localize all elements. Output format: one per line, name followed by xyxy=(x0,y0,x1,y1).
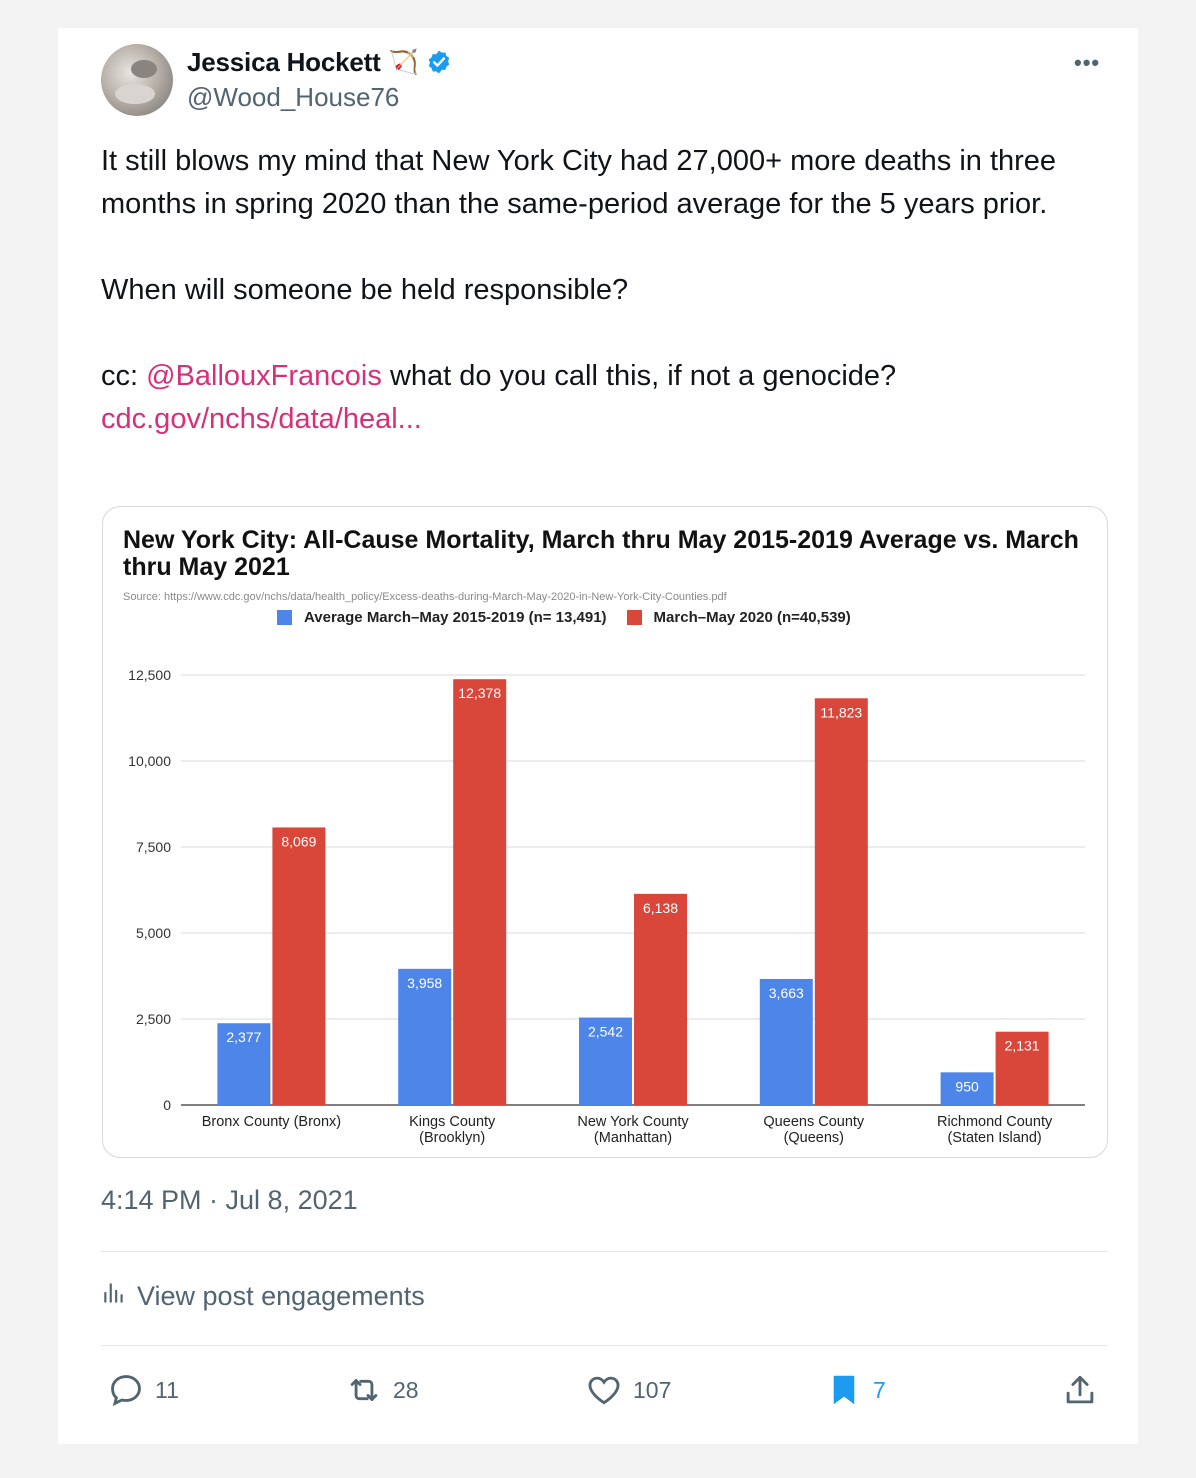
y-tick-label: 2,500 xyxy=(135,1011,171,1027)
bar xyxy=(815,698,868,1105)
share-button[interactable] xyxy=(1061,1368,1099,1412)
chart-image[interactable] xyxy=(102,506,1108,1158)
tweet-paragraph-2: When will someone be held responsible? xyxy=(101,274,629,306)
y-tick-label: 5,000 xyxy=(135,925,171,941)
bar-value-label: 6,138 xyxy=(642,899,679,916)
bar-value-label: 3,663 xyxy=(768,984,804,1001)
x-tick-label: Queens County xyxy=(763,1114,865,1130)
y-tick-label: 0 xyxy=(163,1097,171,1113)
cdc-link[interactable]: cdc.gov/nchs/data/heal... xyxy=(101,403,422,435)
x-tick-label: New York County xyxy=(577,1114,689,1130)
like-count: 107 xyxy=(633,1376,672,1403)
repost-button[interactable] xyxy=(345,1368,419,1412)
timestamp[interactable]: 4:14 PM · Jul 8, 2021 xyxy=(101,1185,358,1215)
x-tick-label: (Brooklyn) xyxy=(419,1130,486,1146)
x-tick-label: Kings County xyxy=(409,1114,496,1130)
bow-and-arrow-emoji: 🏹 xyxy=(388,48,419,76)
x-tick-label: (Manhattan) xyxy=(593,1130,673,1146)
bar-value-label: 2,377 xyxy=(226,1029,262,1046)
divider xyxy=(101,1251,1108,1252)
chart-source: Source: https://www.cdc.gov/nchs/data/health_policy/Excess-deaths-during-March-May-2020-in-New-York-City-Counties.pdf xyxy=(123,591,727,603)
more-options-icon[interactable]: ••• xyxy=(1074,50,1101,75)
bookmark-count: 7 xyxy=(873,1376,886,1403)
bar-value-label: 12,378 xyxy=(458,685,502,702)
bar-value-label: 8,069 xyxy=(281,833,317,850)
mention-link[interactable]: @BallouxFrancois xyxy=(146,360,382,392)
legend-label-2020: March–May 2020 (n=40,539) xyxy=(653,609,851,626)
tweet-paragraph-3 xyxy=(101,355,1091,398)
y-tick-label: 7,500 xyxy=(135,839,171,855)
verified-badge-icon xyxy=(426,49,452,75)
cc-prefix: cc: xyxy=(101,360,147,392)
bookmark-button[interactable] xyxy=(825,1368,886,1412)
action-bar xyxy=(101,1368,1111,1412)
like-button[interactable] xyxy=(585,1368,671,1412)
x-tick-label: (Queens) xyxy=(783,1130,845,1146)
reply-button[interactable] xyxy=(107,1368,179,1412)
analytics-icon xyxy=(101,1280,127,1313)
x-tick-label: (Staten Island) xyxy=(947,1130,1042,1146)
tweet-text xyxy=(101,140,1091,441)
bar-value-label: 2,542 xyxy=(587,1023,624,1040)
bar-value-label: 3,958 xyxy=(407,974,443,991)
reply-icon xyxy=(107,1371,145,1409)
x-tick-label: Bronx County (Bronx) xyxy=(201,1114,342,1130)
bookmark-icon xyxy=(825,1371,863,1409)
legend-label-average: Average March–May 2015-2019 (n= 13,491) xyxy=(304,609,607,626)
tweet-paragraph-1: It still blows my mind that New York City had 27,000+ more deaths in three months in spring 2020 than the same-period average for the 5 years prior. xyxy=(101,145,1057,220)
bar xyxy=(453,679,506,1105)
bar-chart xyxy=(103,507,1107,1157)
author-name[interactable]: Jessica Hockett xyxy=(187,46,381,77)
repost-count: 28 xyxy=(393,1376,419,1403)
author-name-row xyxy=(187,44,452,80)
bar-value-label: 2,131 xyxy=(1004,1037,1040,1054)
cc-suffix: what do you call this, if not a genocide? xyxy=(381,360,897,392)
bar-value-label: 950 xyxy=(955,1078,979,1095)
author-handle[interactable]: @Wood_House76 xyxy=(187,82,400,112)
view-engagements-button[interactable] xyxy=(101,1280,425,1313)
y-tick-label: 12,500 xyxy=(128,667,171,683)
reply-count: 11 xyxy=(155,1376,179,1403)
avatar[interactable] xyxy=(101,44,173,116)
repost-icon xyxy=(345,1371,383,1409)
heart-icon xyxy=(585,1371,623,1409)
bar xyxy=(272,827,325,1105)
bar-value-label: 11,823 xyxy=(820,704,863,721)
divider xyxy=(101,1345,1108,1346)
chart-title: New York City: All-Cause Mortality, March thru May 2015-2019 Average vs. March thru May 2021 xyxy=(123,526,1079,581)
share-icon xyxy=(1061,1371,1099,1409)
y-tick-label: 10,000 xyxy=(128,753,171,769)
bar xyxy=(634,894,687,1105)
view-engagements-label: View post engagements xyxy=(137,1281,425,1311)
x-tick-label: Richmond County xyxy=(936,1114,1053,1130)
